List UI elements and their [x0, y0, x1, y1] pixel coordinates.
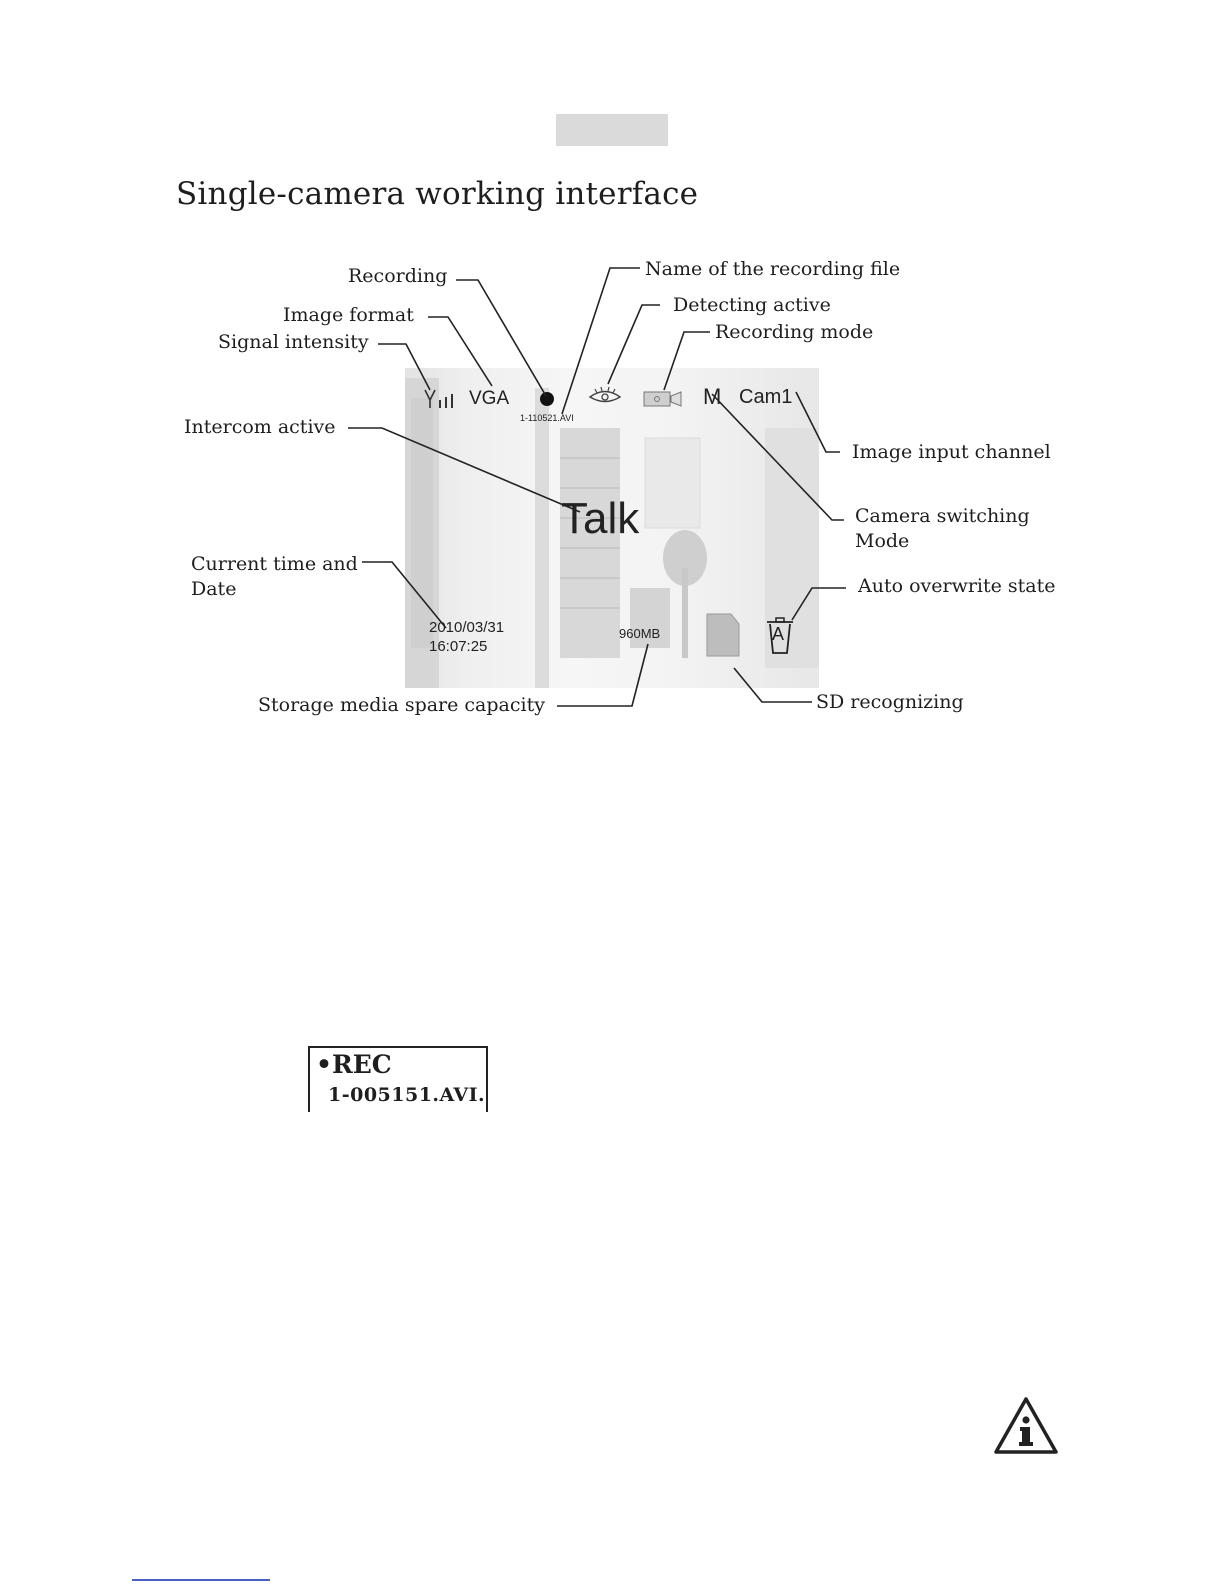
recording-file-name: 1-110521.AVI: [520, 413, 574, 423]
callout-recording-mode: Recording mode: [715, 321, 874, 343]
callout-input-channel: Image input channel: [852, 441, 1051, 463]
record-dot-icon: [538, 390, 556, 408]
page-heading: Single-camera working interface: [176, 176, 699, 212]
callout-storage: Storage media spare capacity: [258, 694, 545, 716]
section-tab: [556, 114, 668, 146]
rec-sample-file: 1-005151.AVI.: [328, 1084, 486, 1106]
sd-card-icon: [705, 612, 741, 658]
rec-sample-label: •REC: [316, 1050, 392, 1079]
spare-capacity-readout: 960MB: [619, 626, 661, 641]
camera-screen: [405, 368, 819, 688]
switching-mode-letter: M: [703, 384, 722, 409]
callout-signal: Signal intensity: [218, 331, 369, 353]
signal-antenna-icon: [423, 388, 457, 410]
info-warning-icon: [993, 1396, 1059, 1456]
motion-detect-eye-icon: [587, 386, 623, 406]
callout-sd: SD recognizing: [816, 691, 964, 713]
callout-switching-mode-line2: Mode: [855, 530, 910, 552]
callout-time-date-line1: Current time and: [191, 553, 358, 575]
callout-image-format: Image format: [283, 304, 414, 326]
video-camera-icon: [643, 390, 687, 408]
footer-link-underline: [132, 1579, 270, 1581]
callout-intercom: Intercom active: [184, 416, 336, 438]
time-readout: 16:07:25: [429, 638, 488, 655]
callout-time-date-line2: Date: [191, 578, 237, 600]
callout-file-name: Name of the recording file: [645, 258, 901, 280]
talk-indicator: Talk: [561, 494, 640, 543]
callout-auto-overwrite: Auto overwrite state: [858, 575, 1056, 597]
image-format-label: VGA: [469, 388, 510, 409]
auto-overwrite-letter: A: [772, 624, 785, 644]
callout-detecting: Detecting active: [673, 294, 831, 316]
date-readout: 2010/03/31: [429, 619, 505, 636]
callout-switching-mode-line1: Camera switching: [855, 505, 1030, 527]
input-channel-label: Cam1: [739, 386, 793, 408]
callout-recording: Recording: [348, 265, 448, 287]
